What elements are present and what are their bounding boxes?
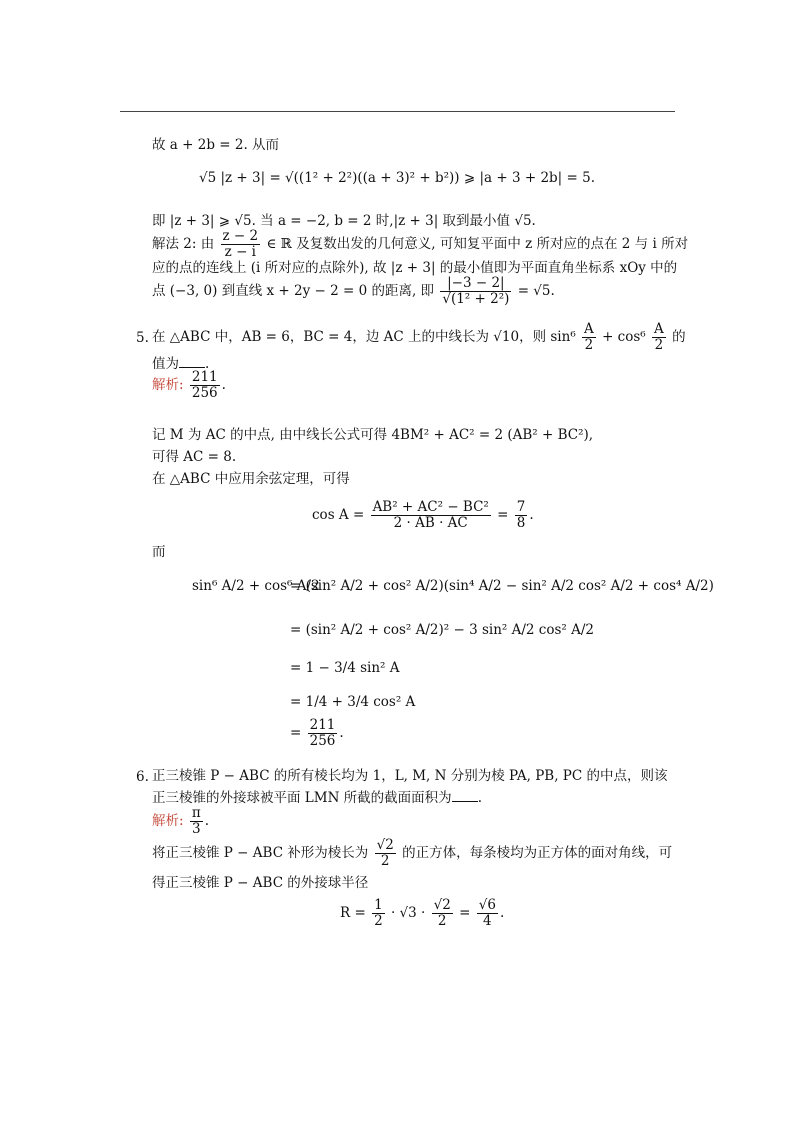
text: 的正方体，每条棱均为正方体的面对角线，可 [402,845,673,861]
denominator: 2 [374,913,383,929]
text: 正三棱锥的外接球被平面 LMN 所截的截面面积为 [152,790,452,806]
denominator: 3 [190,821,203,837]
fraction [432,898,453,929]
text-line: 而 [152,544,166,560]
chain-step: = 1 − 3/4 sin² A [290,660,400,676]
denominator: 8 [516,515,526,531]
numerator: 211 [191,369,218,385]
text-line: 得正三棱锥 P − ABC 的外接球半径 [152,875,369,891]
equation-cauchy: √5 |z + 3| = √((1² + 2²)((a + 3)² + b²)) ⩾ |a + 3 + 2b| = 5. [198,170,595,186]
denominator: 2 [652,337,666,353]
text-line [152,838,672,869]
denominator: √(1² + 2²) [442,291,510,307]
equation-cosine: cos A = $\frac{\text{AB² + AC² − BC²}}{2 \cdot AB \cdot AC}$ = $\frac{7}{8}$ . [312,499,534,531]
text: 在 △ABC 中，AB = 6，BC = 4，边 AC 上的中线长为 √10，则 sin⁶ [152,329,576,345]
fraction [652,322,666,353]
text: ∈ ℝ 及复数出发的几何意义, 可知复平面中 z 所对应的点在 2 与 i 所对 [266,236,689,252]
answer-label: 解析: [152,813,184,829]
numerator: z − 2 [222,228,259,244]
denominator: 4 [477,913,498,929]
equation-radius: R = $\frac{1}{2}$ · √3 · $\frac{√2}{2}$ = $\frac{√6}{4}$ . [340,897,505,929]
text: 值为 [152,356,179,372]
denominator: 256 [191,385,218,401]
text: 点 (−3, 0) 到直线 x + 2y − 2 = 0 的距离, 即 [152,283,435,299]
fraction [440,276,511,307]
text-line: 记 M 为 AC 的中点, 由中线长公式可得 4BM² + AC² = 2 (AB² + BC²), [152,427,594,443]
numerator: π [191,805,201,821]
numerator: A [584,321,594,337]
numerator: 1 [374,897,383,913]
denominator: 2 · AB · AC [371,515,491,531]
denominator: 2 [582,337,596,353]
fraction [308,718,338,749]
text-line: 应的点的连线上 (i 所对应的点除外), 故 |z + 3| 的最小值即为平面直角坐标系 xOy 中的 [152,260,678,276]
answer-line: 解析: $\frac{\pi}{3}$ . [152,805,210,837]
numerator: 211 [309,717,336,733]
text: · √3 · [390,905,426,921]
chain-step: = $\frac{211}{256}$ . [290,717,344,749]
header-rule [120,111,675,112]
numerator: |−3 − 2| [447,275,505,291]
answer-blank [452,789,478,802]
text-line: 在 △ABC 中应用余弦定理，可得 [152,471,350,487]
text: cos A = [312,507,365,523]
question-number: 5. [136,330,149,346]
chain-lhs: sin⁶ A/2 + cos⁶ A/2 [192,578,320,594]
text: 将正三棱锥 P − ABC 补形为棱长为 [152,845,369,861]
text: 解法 2: 由 [152,236,215,252]
text-line: 可得 AC = 8. [152,449,237,465]
text-line: 即 |z + 3| ⩾ √5. 当 a = −2, b = 2 时,|z + 3| 取到最小值 √5. [152,213,536,229]
chain-step: = (sin² A/2 + cos² A/2)² − 3 sin² A/2 cos² A/2 [290,622,594,638]
chain-step: = 1/4 + 3/4 cos² A [290,694,416,710]
fraction [582,322,596,353]
denominator: 256 [309,733,336,749]
solution2-line [152,229,688,260]
text: = √5. [517,283,555,299]
question-stem: 正三棱锥 P − ABC 的所有棱长均为 1，L, M, N 分别为棱 PA, PB, PC 的中点，则该 [152,768,668,784]
text: R = [340,905,366,921]
numerator: √2 [376,837,394,853]
question-stem-line2: 值为 . [152,356,210,372]
text: = [497,507,509,523]
numerator: A [654,321,664,337]
text: + cos⁶ [602,329,646,345]
denominator: 2 [432,913,453,929]
fraction [477,898,498,929]
numerator: √2 [433,897,451,913]
fraction [375,838,396,869]
question-stem-line2: 正三棱锥的外接球被平面 LMN 所截的截面面积为 . [152,790,482,806]
numerator: √6 [478,897,496,913]
fraction [515,500,528,531]
fraction [372,898,385,929]
fraction [190,370,220,401]
fraction [371,500,491,531]
answer-label: 解析: [152,377,184,393]
text: 的 [672,329,686,345]
distance-line [152,276,555,307]
answer-blank [179,355,205,368]
question-stem [152,322,686,353]
question-number: 6. [136,769,149,785]
numerator: AB² + AC² − BC² [372,499,489,515]
answer-line: 解析: $\frac{211}{256}$ . [152,369,226,401]
fraction [190,806,203,837]
fraction [221,229,261,260]
numerator: 7 [516,499,526,515]
chain-step: = (sin² A/2 + cos² A/2)(sin⁴ A/2 − sin² A/2 cos² A/2 + cos⁴ A/2) [290,578,714,594]
text-line: 故 a + 2b = 2. 从而 [152,137,280,153]
denominator: 2 [375,853,396,869]
denominator: z − i [221,244,261,260]
